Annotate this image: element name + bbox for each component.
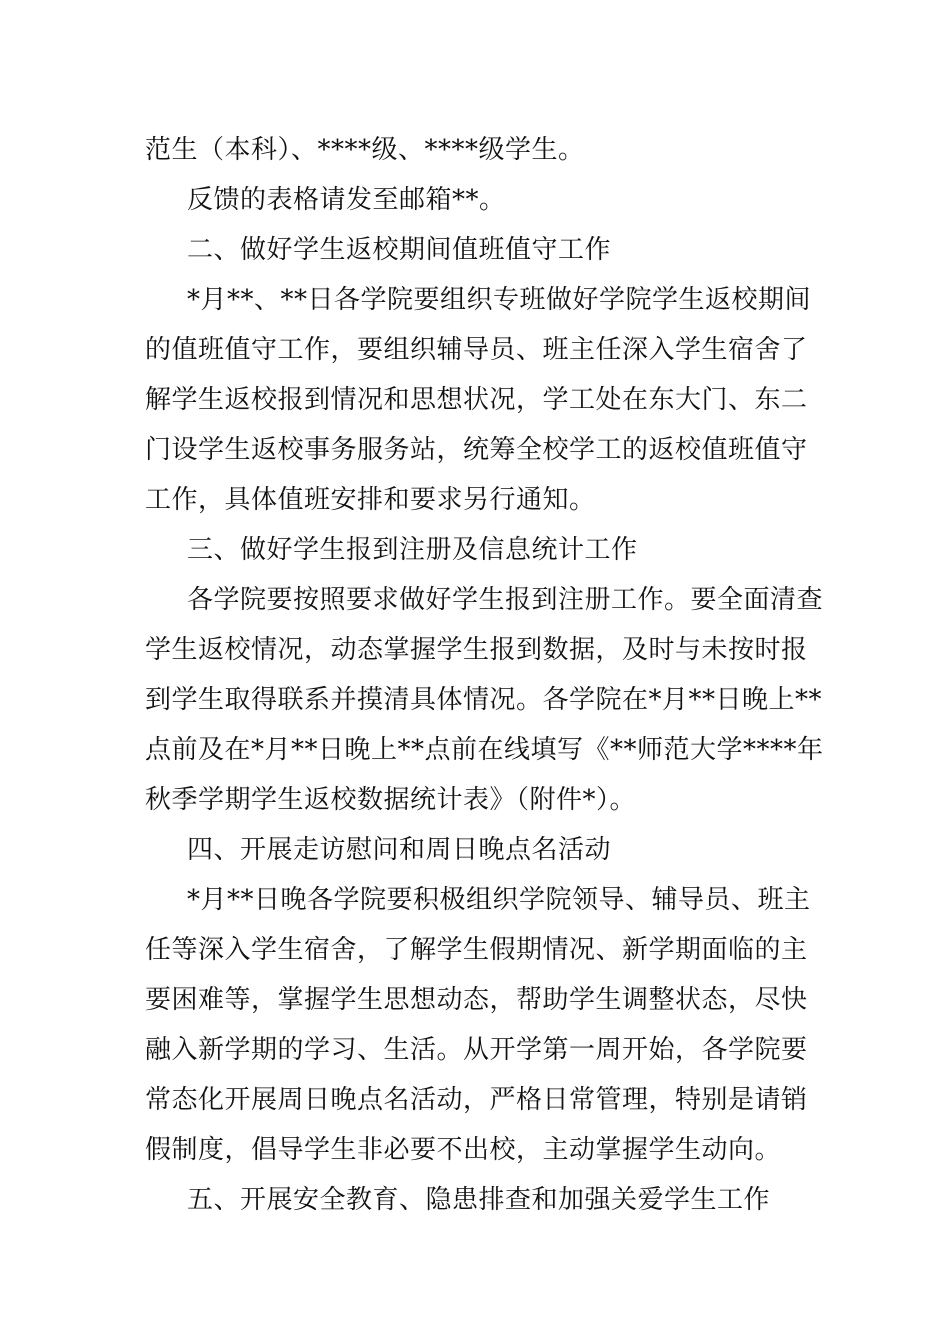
text-line: 学生返校情况，动态掌握学生报到数据，及时与未按时报 [145, 635, 808, 665]
text-line: 任等深入学生宿舍，了解学生假期情况、新学期面临的主 [145, 935, 808, 965]
text-line: *月**、**日各学院要组织专班做好学院学生返校期间 [187, 285, 812, 315]
text-line: 秋季学期学生返校数据统计表》（附件*）。 [145, 785, 637, 815]
text-line: 各学院要按照要求做好学生报到注册工作。要全面清查 [187, 585, 824, 615]
section-heading: 三、做好学生报到注册及信息统计工作 [187, 535, 638, 565]
text-line: 到学生取得联系并摸清具体情况。各学院在*月**日晚上** [145, 685, 823, 715]
text-line: 假制度，倡导学生非必要不出校，主动掌握学生动向。 [145, 1135, 782, 1165]
section-heading: 四、开展走访慰问和周日晚点名活动 [187, 835, 612, 865]
text-line: 要困难等，掌握学生思想动态，帮助学生调整状态，尽快 [145, 985, 808, 1015]
text-line: 门设学生返校事务服务站，统筹全校学工的返校值班值守 [145, 435, 808, 465]
text-line: 工作，具体值班安排和要求另行通知。 [145, 485, 596, 515]
section-heading: 五、开展安全教育、隐患排查和加强关爱学生工作 [187, 1185, 771, 1215]
section-heading: 二、做好学生返校期间值班值守工作 [187, 235, 612, 265]
text-line: 点前及在*月**日晚上**点前在线填写《**师范大学****年 [145, 735, 824, 765]
text-line: 解学生返校报到情况和思想状况，学工处在东大门、东二 [145, 385, 808, 415]
text-line: 常态化开展周日晚点名活动，严格日常管理，特别是请销 [145, 1085, 808, 1115]
text-line: 反馈的表格请发至邮箱**。 [187, 185, 506, 215]
text-line: 范生（本科）、****级、****级学生。 [145, 135, 585, 165]
text-line: 的值班值守工作，要组织辅导员、班主任深入学生宿舍了 [145, 335, 808, 365]
text-line: *月**日晚各学院要积极组织学院领导、辅导员、班主 [187, 885, 811, 915]
text-line: 融入新学期的学习、生活。从开学第一周开始，各学院要 [145, 1035, 808, 1065]
